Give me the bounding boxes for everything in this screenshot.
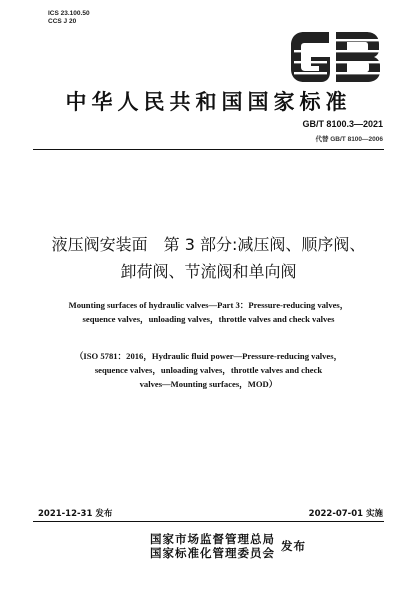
replaces-note: 代替 GB/T 8100—2006	[315, 136, 383, 143]
iso-reference-line-3: valves—Mounting surfaces，MOD）	[139, 379, 278, 389]
ccs-code: CCS J 20	[48, 18, 77, 25]
issue-word: 发布	[281, 539, 306, 553]
issue-date: 2021-12-31 发布	[38, 509, 113, 519]
english-title-line-1: Mounting surfaces of hydraulic valves—Part 3：Pressure-reducing valves，	[68, 300, 349, 310]
english-title-line-2: sequence valves，unloading valves，throttle valves and check valves	[82, 314, 335, 324]
chinese-title-line-1: 液压阀安装面 第 3 部分:减压阀、顺序阀、	[51, 235, 366, 254]
issuer-line-1: 国家市场监督管理总局	[150, 532, 275, 546]
standard-number: GB/T 8100.3—2021	[302, 119, 383, 129]
iso-reference-line-2: sequence valves，unloading valves，throttle valves and check	[94, 365, 323, 375]
gb-logo	[286, 24, 384, 90]
header-divider	[33, 149, 384, 150]
issuer-line-2: 国家标准化管理委员会	[150, 546, 275, 560]
classification-codes	[48, 10, 90, 26]
standard-type-title: 中华人民共和国国家标准	[65, 89, 352, 114]
gb-logo-g-letter	[291, 32, 330, 82]
iso-reference-line-1: （ISO 5781：2016，Hydraulic fluid power—Pressure-reducing valves，	[74, 351, 343, 361]
implementation-date: 2022-07-01 实施	[308, 509, 383, 519]
ics-code: ICS 23.100.50	[48, 10, 90, 17]
footer-divider	[33, 521, 384, 522]
gb-logo-b-letter	[336, 32, 380, 82]
chinese-title-line-2: 卸荷阀、节流阀和单向阀	[120, 262, 297, 281]
